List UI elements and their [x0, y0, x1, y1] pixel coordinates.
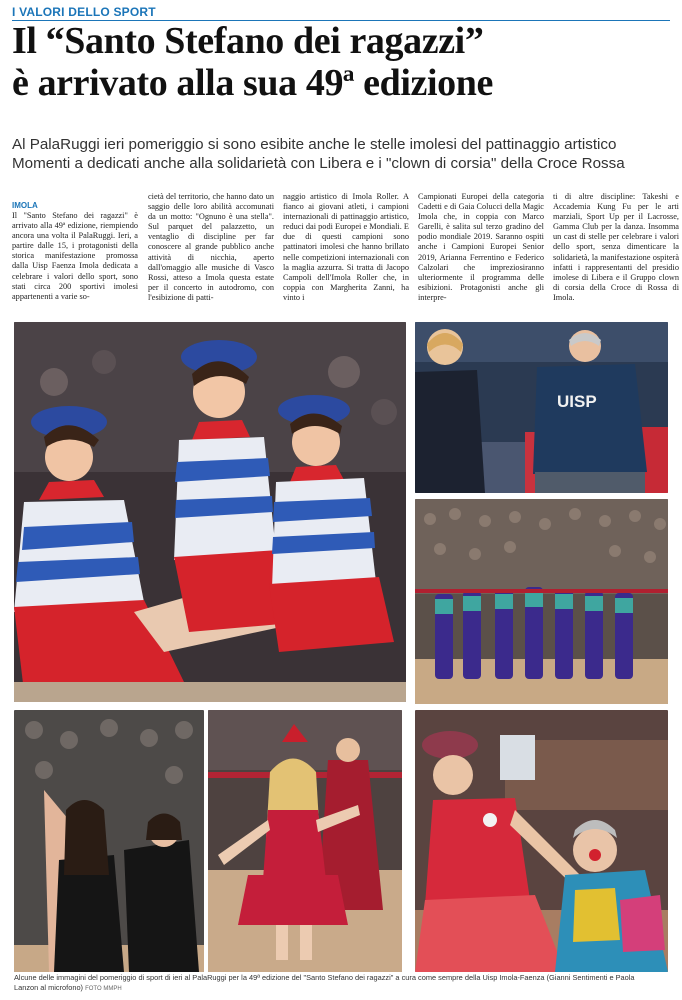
article-column-3: naggio artistico di Imola Roller. A fianco ai giovani atleti, i campioni internazionali di pattinaggio artistico, reduci dai podi Europei e Mondiali. E due di questi campioni sono pattinatori imolesi che hanno brillato nelle competizioni internazionali con la maglia azzurra. Si tratta di Jacopo Campoli dell'Imola Roller che, in coppia con Margherita Zanni, ha vinto i	[283, 192, 409, 302]
headline	[12, 20, 672, 104]
photo-dancers	[14, 710, 204, 972]
photo-girl-skater	[208, 710, 402, 972]
uisp-shirt-text: UISP	[557, 392, 597, 411]
caption-text: Alcune delle immagini del pomeriggio di sport di ieri al PalaRuggi per la 49ª edizione del "Santo Stefano dei ragazzi" a cura come sempre della Uisp Imola-Faenza (Gianni Sentimenti e Paola Lanzon al microfono)	[14, 973, 635, 992]
subhead-line-1: Al PalaRuggi ieri pomeriggio si sono esibite anche le stelle imolesi del pattinaggio artistico	[12, 136, 617, 153]
article-column-5: ti di altre discipline: Takeshi e Accademia Kung Fu per le arti marziali, Sport Up per il Lacrosse, Gamma Club per la danza. Insomma un cast di stelle per celebrare i valori dello sport, senza dimenticare la solidarietà, la manifestazione ospiterà infatti i rappresentanti del presidio imolese di Libera e il Gruppo clown di corsia della Croce di Rossa di Imola.	[553, 192, 679, 302]
photo-skating-team-arena	[415, 499, 668, 704]
headline-line-2: è arrivato alla sua 49ª edizione	[12, 62, 493, 104]
photo-skating-girls	[14, 322, 406, 702]
article-column-2: cietà del territorio, che hanno dato un saggio delle loro abilità accomunati da un motto: "Ognuno è una stella". Sul parquet del palazzetto, un ventaglio di discipline per far conoscere al grande pubblico anche attività di nicchia, aperto dall'omaggio alle musiche di Vasco Rossi, atteso a Imola questa estate per il concerto in autodromo, con l'esibizione di patti-	[148, 192, 274, 302]
dateline: IMOLA	[12, 201, 38, 210]
photo-clowns	[415, 710, 668, 972]
headline-line-1: Il “Santo Stefano dei ragazzi”	[12, 20, 484, 62]
section-tag: I VALORI DELLO SPORT	[12, 5, 156, 19]
photo-presenters	[415, 322, 668, 493]
article-column-4: Campionati Europei della categoria Cadetti e di Gaia Colucci della Magic Imola che, in coppia con Marco Garelli, è salita sul terzo gradino del podio mondiale 2019. Saranno ospiti anche i Campioni Europei Senior 2019, Arianna Ferrentino e Federico Calzolari che impreziosiranno ulteriormente il programma delle esibizioni. Protagonisti anche gli interpre-	[418, 192, 544, 302]
subheadline	[12, 135, 677, 173]
article-column-1: Il "Santo Stefano dei ragazzi" è arrivato alla 49ª edizione, riempiendo ancora una volta il PalaRuggi. Ieri, a partire dalle 15, i protagonisti della storica manifestazione promossa dalla Uisp Faenza Imola dedicata a celebrare i valori dello sport, sono stati circa 200 sportivi imolesi appartenenti a varie so-	[12, 211, 138, 301]
photo-caption	[14, 973, 660, 994]
photo-credit: FOTO MMPH	[85, 985, 122, 992]
subhead-line-2: Momenti a dedicati anche alla solidarietà con Libera e i "clown di corsia" della Croce Rossa	[12, 155, 625, 172]
